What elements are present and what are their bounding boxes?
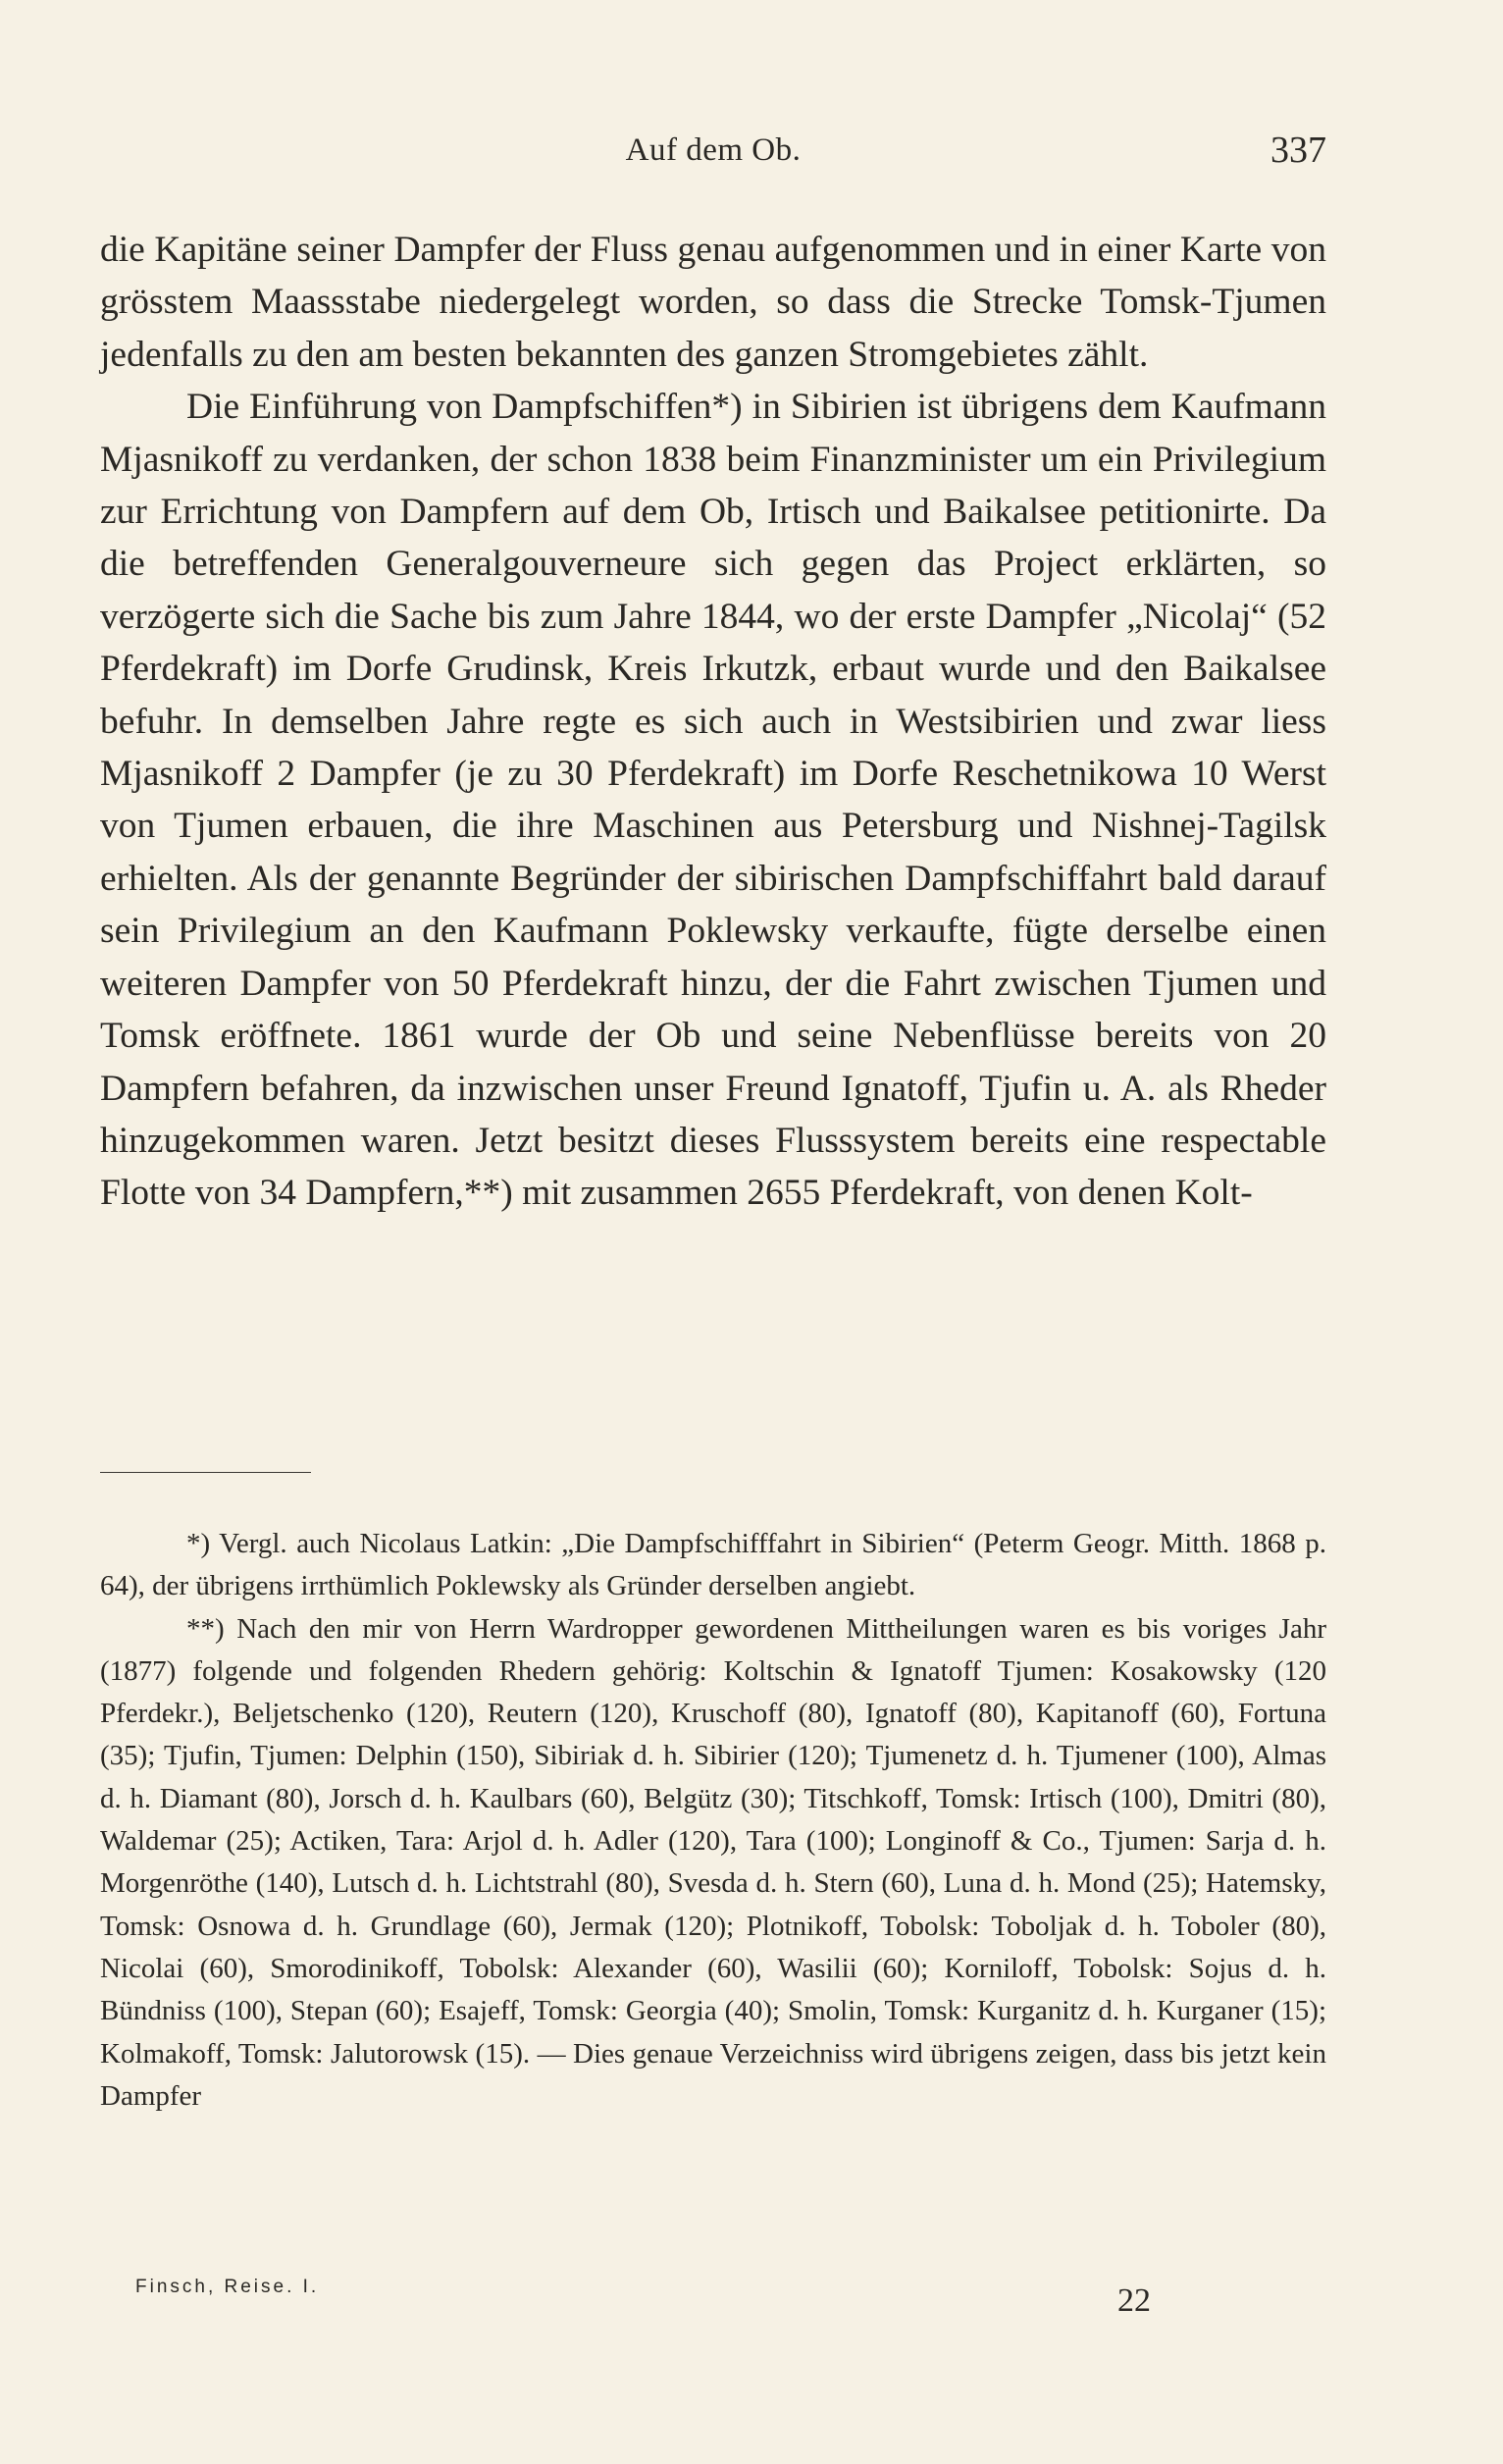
footnote-divider <box>100 1472 311 1473</box>
sheet-mark: 22 <box>1117 2282 1151 2319</box>
footnotes <box>100 1523 1326 2118</box>
page-number: 337 <box>1270 130 1326 171</box>
main-text <box>100 224 1326 1220</box>
paragraph-continued: die Kapitäne seiner Dampfer der Fluss genau aufgenommen und in einer Karte von grösstem Maassstabe niedergelegt worden, so dass die Strecke Tomsk-Tjumen jedenfalls zu den am besten bekannten des ganzen Stromgebietes zählt. <box>100 230 1326 375</box>
page-foot <box>135 2277 1151 2319</box>
running-title: Auf dem Ob. <box>625 132 802 168</box>
running-head <box>100 132 1326 182</box>
paragraph-steamships: Die Einführung von Dampfschiffen*) in Sibirien ist übrigens dem Kaufmann Mjasnikoff zu verdanken, der schon 1838 beim Finanzminister um ein Privilegium zur Errichtung von Dampfern auf dem Ob, Irtisch und Baikalsee petitionirte. Da die betreffenden Generalgouverneure sich gegen das Project erklärten, so verzögerte sich die Sache bis zum Jahre 1844, wo der erste Dampfer „Nicolaj“ (52 Pferdekraft) im Dorfe Grudinsk, Kreis Irkutzk, erbaut wurde und den Baikalsee befuhr. In demselben Jahre regte es sich auch in Westsibirien und zwar liess Mjasnikoff 2 Dampfer (je zu 30 Pferdekraft) im Dorfe Reschetnikowa 10 Werst von Tjumen erbauen, die ihre Maschinen aus Petersburg und Nishnej-Tagilsk erhielten. Als der genannte Begründer der sibirischen Dampfschiffahrt bald darauf sein Privilegium an den Kaufmann Poklewsky verkaufte, fügte derselbe einen weiteren Dampfer von 50 Pferdekraft hinzu, der die Fahrt zwischen Tjumen und Tomsk eröffnete. 1861 wurde der Ob und seine Nebenflüsse bereits von 20 Dampfern befahren, da inzwischen unser Freund Ignatoff, Tjufin u. A. als Rheder hinzugekommen waren. Jetzt besitzt dieses Flusssystem bereits eine respectable Flotte von 34 Dampfern,**) mit zusammen 2655 Pferdekraft, von denen Kolt- <box>100 387 1326 1214</box>
footnote-1: *) Vergl. auch Nicolaus Latkin: „Die Dampfschifffahrt in Sibirien“ (Peterm Geogr. Mitth. 1868 p. 64), der übrigens irrthümlich Poklewsky als Gründer derselben angiebt. <box>100 1528 1326 1602</box>
footnote-2: **) Nach den mir von Herrn Wardropper gewordenen Mittheilungen waren es bis voriges Jahr (1877) folgende und folgenden Rhedern gehörig: Koltschin & Ignatoff Tjumen: Kosakowsky (120 Pferdekr.), Beljetschenko (120), Reutern (120), Kruschoff (80), Ignatoff (80), Kapitanoff (60), Fortuna (35); Tjufin, Tjumen: Delphin (150), Sibiriak d. h. Sibirier (120); Tjumenetz d. h. Tjumener (100), Almas d. h. Diamant (80), Jorsch d. h. Kaulbars (60), Belgütz (30); Titschkoff, Tomsk: Irtisch (100), Dmitri (80), Waldemar (25); Actiken, Tara: Arjol d. h. Adler (120), Tara (100); Longinoff & Co., Tjumen: Sarja d. h. Morgenröthe (140), Lutsch d. h. Lichtstrahl (80), Svesda d. h. Stern (60), Luna d. h. Mond (25); Hatemsky, Tomsk: Osnowa d. h. Grundlage (60), Jermak (120); Plotnikoff, Tobolsk: Toboljak d. h. Toboler (80), Nicolai (60), Smorodinikoff, Tobolsk: Alexander (60), Wasilii (60); Korniloff, Tobolsk: Sojus d. h. Bündniss (100), Stepan (60); Esajeff, Tomsk: Georgia (40); Smolin, Tomsk: Kurganitz d. h. Kurganer (15); Kolmakoff, Tomsk: Jalutorowsk (15). — Dies genaue Verzeichniss wird übrigens zeigen, dass bis jetzt kein Dampfer <box>100 1612 1326 2112</box>
printer-signature: Finsch, Reise. I. <box>135 2277 320 2297</box>
